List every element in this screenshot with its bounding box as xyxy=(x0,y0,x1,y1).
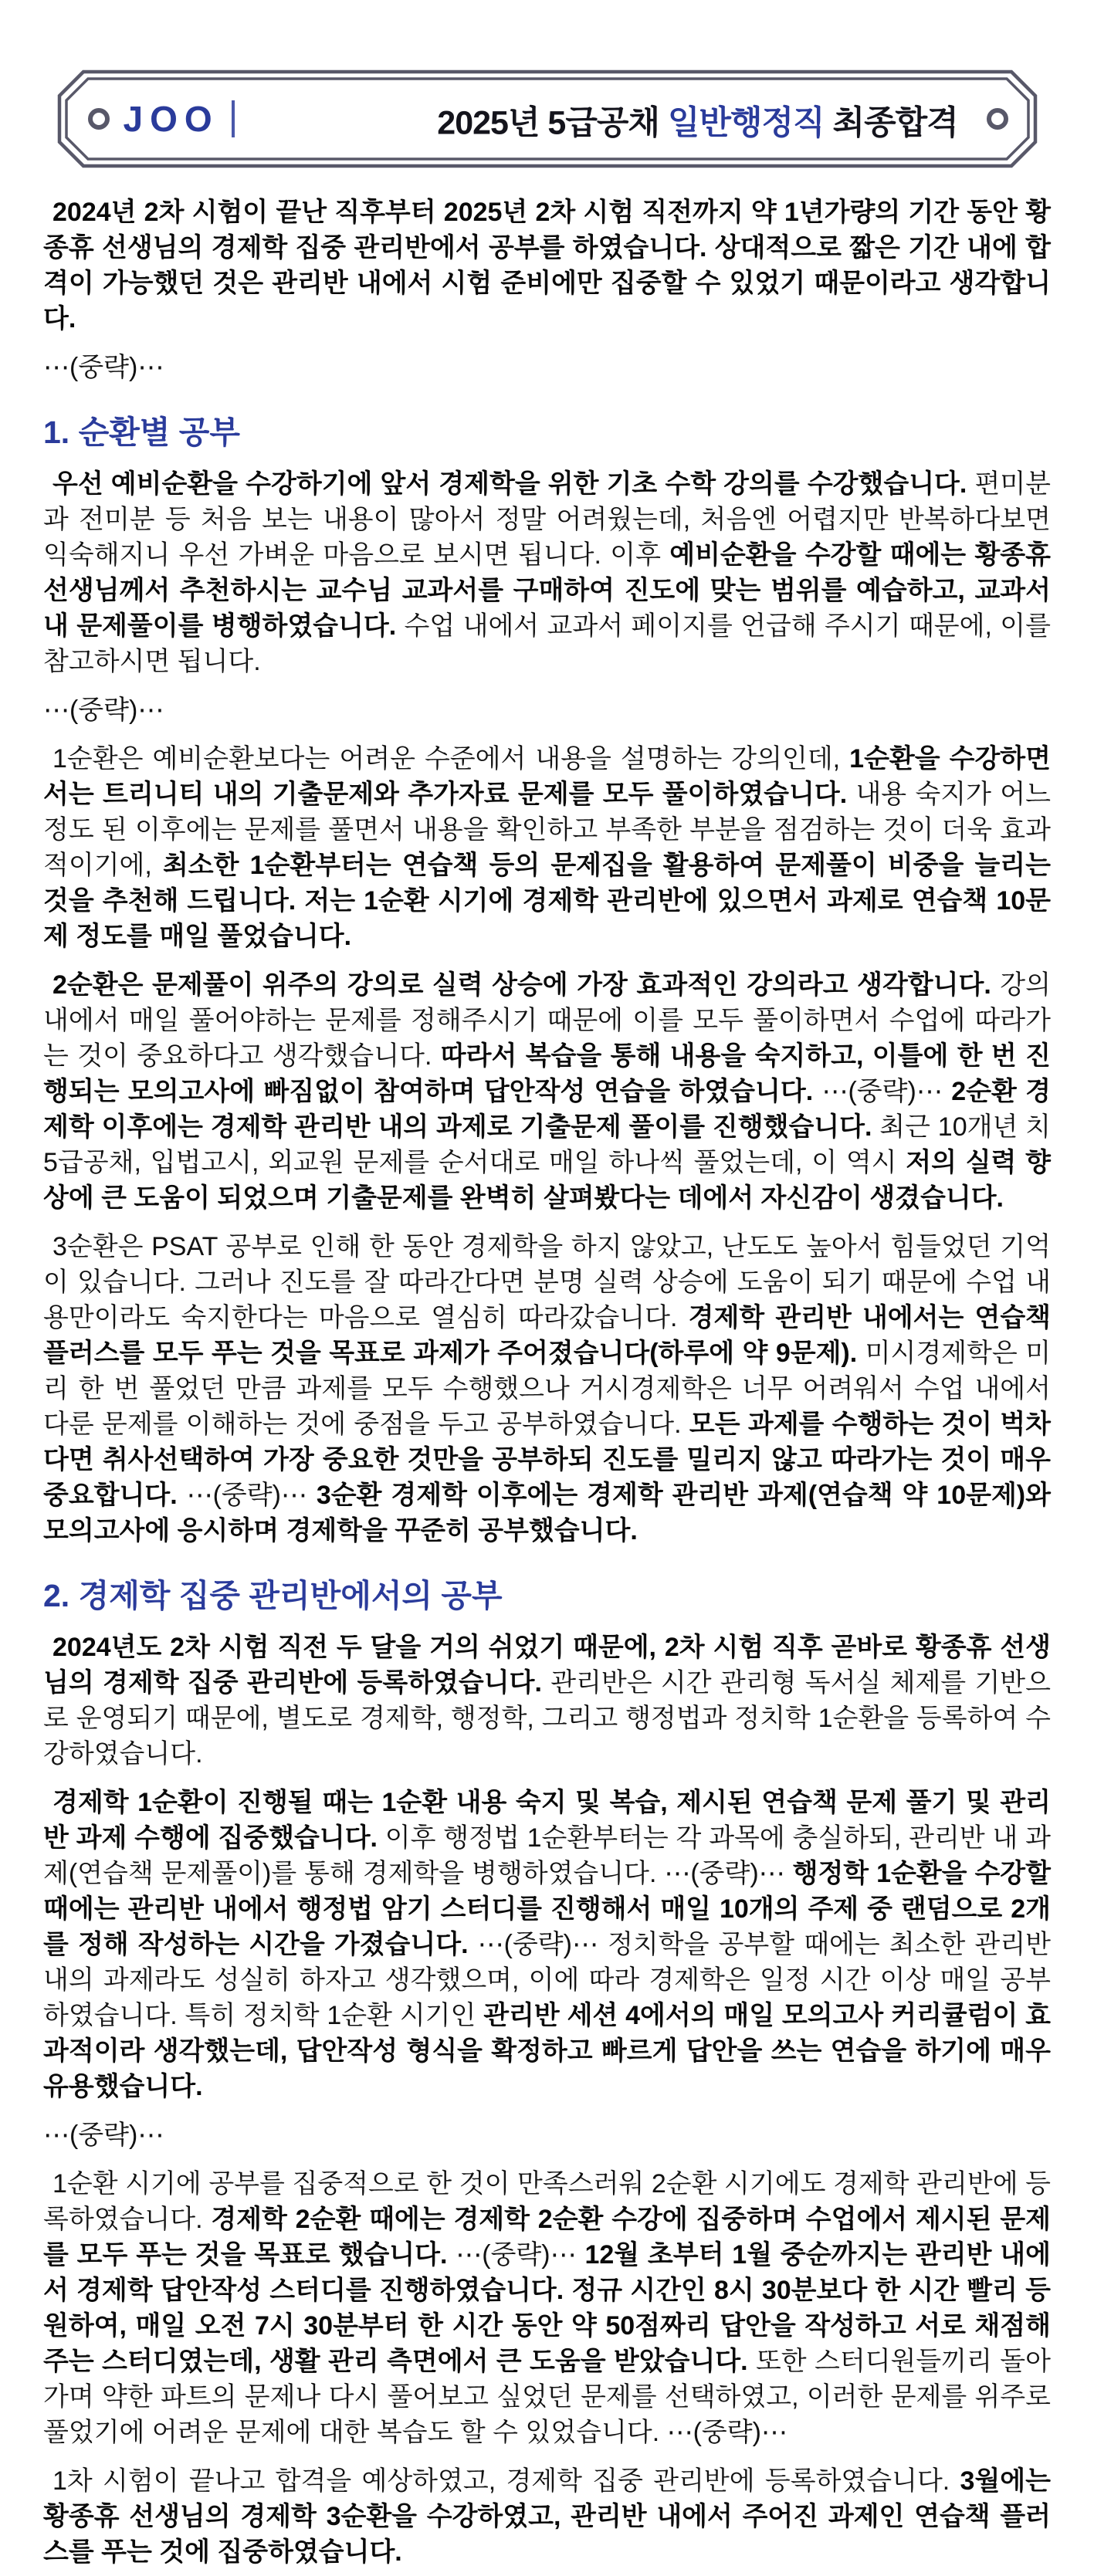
emphasis-run: 경제학 2순환 때에는 경제학 2순환 수강에 집중하며 수업에서 제시된 문제를 모두 푸는 것을 목표로 했습니다. xyxy=(43,2205,1051,2270)
brand-logo-text: JOO xyxy=(123,99,219,139)
emphasis-run: 모든 과제를 수행하는 것이 벅차다면 취사선택하여 가장 중요한 것만을 공부하되 진도를 밀리지 않고 따라가는 것이 매우 중요합니다. xyxy=(43,1410,1051,1511)
text-run: 수업 내에서 교과서 페이지를 언급해 주시기 때문에, 이를 참고하시면 됩니다. xyxy=(43,611,1051,677)
emphasis-run: 12월 초부터 1월 중순까지는 관리반 내에서 경제학 답안작성 스터디를 진행하였습니다. 정규 시간인 8시 30분보다 한 시간 빨리 등원하여, 매일 오전 7시 30분부터 한 시간 동안 약 50점짜리 답안을 작성하고 서로 채점해 주는 스터디였는데, 생활 관리 측면에서 큰 도움을 받았습니다. xyxy=(43,2240,1051,2377)
text-run: 또한 스터디원들끼리 돌아가며 약한 파트의 문제나 다시 풀어보고 싶었던 문제를 선택하였고, 이러한 문제를 위주로 풀었기에 어려운 문제에 대한 복습도 할 수 있었습니다. ⋯(중략)⋯ xyxy=(43,2347,1051,2448)
text-run: ⋯(중략)⋯ xyxy=(43,2121,164,2151)
paragraph xyxy=(43,2166,1051,2450)
brand-logo xyxy=(124,100,235,137)
header-badge xyxy=(57,69,1038,168)
emphasis-run: 3순환 경제학 이후에는 경제학 관리반 과제(연습책 약 10문제)와 모의고사에 응시하며 경제학을 꾸준히 공부했습니다. xyxy=(43,1481,1051,1546)
emphasis-run: 2순환 경제학 이후에는 경제학 관리반 내의 과제로 기출문제 풀이를 진행했습니다. xyxy=(43,1077,1051,1142)
text-run: ⋯(중략)⋯ xyxy=(43,353,164,382)
emphasis-run: 2순환은 문제풀이 위주의 강의로 실력 상승에 가장 효과적인 강의라고 생각합니다. xyxy=(52,970,991,1000)
emphasis-run: 예비순환을 수강할 때에는 황종휴 선생님께서 추천하시는 교수님 교과서를 구매하여 진도에 맞는 범위를 예습하고, 교과서 내 문제풀이를 병행하였습니다. xyxy=(43,540,1051,641)
omission-marker xyxy=(43,2117,1051,2153)
text-run: ⋯(중략)⋯ xyxy=(447,2240,585,2270)
text-run: 1차 시험이 끝나고 합격을 예상하였고, 경제학 집중 관리반에 등록하였습니다. xyxy=(52,2466,960,2496)
text-run: 편미분과 전미분 등 처음 보는 내용이 많아서 정말 어려웠는데, 처음엔 어렵지만 반복하다보면 익숙해지니 우선 가벼운 마음으로 보시면 됩니다. 이후 xyxy=(43,469,1052,570)
text-run: 1순환 시기에 공부를 집중적으로 한 것이 만족스러워 2순환 시기에도 경제학 관리반에 등록하였습니다. xyxy=(43,2169,1051,2235)
emphasis-run: 우선 예비순환을 수강하기에 앞서 경제학을 위한 기초 수학 강의를 수강했습니다. xyxy=(52,469,967,499)
paragraph xyxy=(43,2463,1051,2570)
paragraph xyxy=(43,1785,1051,2104)
text-run: 내용 숙지가 어느 정도 된 이후에는 문제를 풀면서 내용을 확인하고 부족한 부분을 점검하는 것이 더욱 효과적이기에, xyxy=(43,780,1051,881)
paragraph xyxy=(43,1229,1051,1549)
text-run: ⋯(중략)⋯ xyxy=(177,1481,317,1511)
emphasis-run: 경제학 관리반 내에서는 연습책 플러스를 모두 푸는 것을 목표로 과제가 주어졌습니다(하루에 약 9문제). xyxy=(43,1303,1052,1369)
emphasis-run: 경제학 1순환이 진행될 때는 1순환 내용 숙지 및 복습, 제시된 연습책 문제 풀기 및 관리반 과제 수행에 집중했습니다. xyxy=(43,1788,1051,1853)
content xyxy=(0,168,1094,2570)
omission-marker xyxy=(43,350,1051,385)
paragraph xyxy=(43,741,1051,954)
emphasis-run: 따라서 복습을 통해 내용을 숙지하고, 이틀에 한 번 진행되는 모의고사에 빠짐없이 참여하며 답안작성 연습을 하였습니다. xyxy=(43,1041,1051,1107)
text-run: ⋯(중략)⋯ xyxy=(813,1077,952,1107)
paragraph xyxy=(43,1630,1051,1772)
badge-title-text: 2025년 5급공채 xyxy=(437,104,668,142)
paragraph xyxy=(43,967,1051,1216)
text-run: 관리반은 시간 관리형 독서실 체제를 기반으로 운영되기 때문에, 별도로 경제학, 행정학, 그리고 행정법과 정치학 1순환을 등록하여 수강하였습니다. xyxy=(43,1668,1051,1769)
text-run: ⋯(중략)⋯ 정치학을 공부할 때에는 최소한 관리반 내의 과제라도 성실히 하자고 생각했으며, 이에 따라 경제학은 일정 시간 이상 매일 공부하였습니다. 특히 정치학 1순환 시기인 xyxy=(43,1930,1052,2031)
text-run: 3순환은 PSAT 공부로 인해 한 동안 경제학을 하지 않았고, 난도도 높아서 힘들었던 기억이 있습니다. 그러나 진도를 잘 따라간다면 분명 실력 상승에 도움이 되기 때문에 수업 내용만이라도 숙지한다는 마음으로 열심히 따라갔습니다. xyxy=(43,1232,1051,1333)
paragraph xyxy=(43,466,1051,679)
emphasis-run: 3월에는 황종휴 선생님의 경제학 3순환을 수강하였고, 관리반 내에서 주어진 과제인 연습책 플러스를 푸는 것에 집중하였습니다. xyxy=(43,2466,1051,2568)
text-run: 1순환은 예비순환보다는 어려운 수준에서 내용을 설명하는 강의인데, xyxy=(52,744,850,774)
emphasis-run: 최소한 1순환부터는 연습책 등의 문제집을 활용하여 문제풀이 비중을 늘리는 것을 추천해 드립니다. 저는 1순환 시기에 경제학 관리반에 있으면서 과제로 연습책 10문제 정도를 매일 풀었습니다. xyxy=(43,851,1051,952)
emphasis-run: 1순환을 수강하면서는 트리니티 내의 기출문제와 추가자료 문제를 모두 풀이하였습니다. xyxy=(43,744,1051,810)
paragraph xyxy=(43,195,1051,337)
text-run: 이후 행정법 1순환부터는 각 과목에 충실하되, 관리반 내 과제(연습책 문제풀이)를 통해 경제학을 병행하였습니다. ⋯(중략)⋯ xyxy=(43,1823,1051,1889)
section-heading: 1. 순환별 공부 xyxy=(43,415,241,450)
emphasis-run: 저의 실력 향상에 큰 도움이 되었으며 기출문제를 완벽히 살펴봤다는 데에서 자신감이 생겼습니다. xyxy=(43,1148,1051,1214)
emphasis-run: 관리반 세션 4에서의 매일 모의고사 커리큘럼이 효과적이라 생각했는데, 답안작성 형식을 확정하고 빠르게 답안을 쓰는 연습을 하기에 매우 유용했습니다. xyxy=(43,2001,1052,2102)
emphasis-run: 2024년도 2차 시험 직전 두 달을 거의 쉬었기 때문에, 2차 시험 직후 곧바로 황종휴 선생님의 경제학 집중 관리반에 등록하였습니다. xyxy=(43,1633,1051,1698)
badge-title xyxy=(437,97,957,144)
emphasis-run: 2024년 2차 시험이 끝난 직후부터 2025년 2차 시험 직전까지 약 1년가량의 기간 동안 황종휴 선생님의 경제학 집중 관리반에서 공부를 하였습니다. 상대적으로 짧은 기간 내에 합격이 가능했던 것은 관리반 내에서 시험 준비에만 집중할 수 있었기 때문이라고 생각합니다. xyxy=(43,198,1051,333)
text-run: 강의 내에서 매일 풀어야하는 문제를 정해주시기 때문에 이를 모두 풀이하면서 수업에 따라가는 것이 중요하다고 생각했습니다. xyxy=(43,970,1051,1071)
badge-title-accent: 일반행정직 xyxy=(667,104,825,142)
section-heading: 2. 경제학 집중 관리반에서의 공부 xyxy=(43,1578,503,1614)
text-run: 미시경제학은 미리 한 번 풀었던 만큼 과제를 모두 수행했으나 거시경제학은 너무 어려워서 수업 내에서 다룬 문제를 이해하는 것에 중점을 두고 공부하였습니다. xyxy=(43,1339,1051,1440)
text-run: ⋯(중략)⋯ xyxy=(43,696,164,726)
text-run: 최근 10개년 치 5급공채, 입법고시, 외교원 문제를 순서대로 매일 하나씩 풀었는데, 이 역시 xyxy=(43,1112,1051,1178)
emphasis-run: 행정학 1순환을 수강할 때에는 관리반 내에서 행정법 암기 스터디를 진행해서 매일 10개의 주제 중 랜덤으로 2개를 정해 작성하는 시간을 가졌습니다. xyxy=(43,1859,1051,1960)
brand-logo-divider xyxy=(232,100,235,137)
omission-marker xyxy=(43,692,1051,728)
badge-title-text: 최종합격 xyxy=(824,104,958,142)
